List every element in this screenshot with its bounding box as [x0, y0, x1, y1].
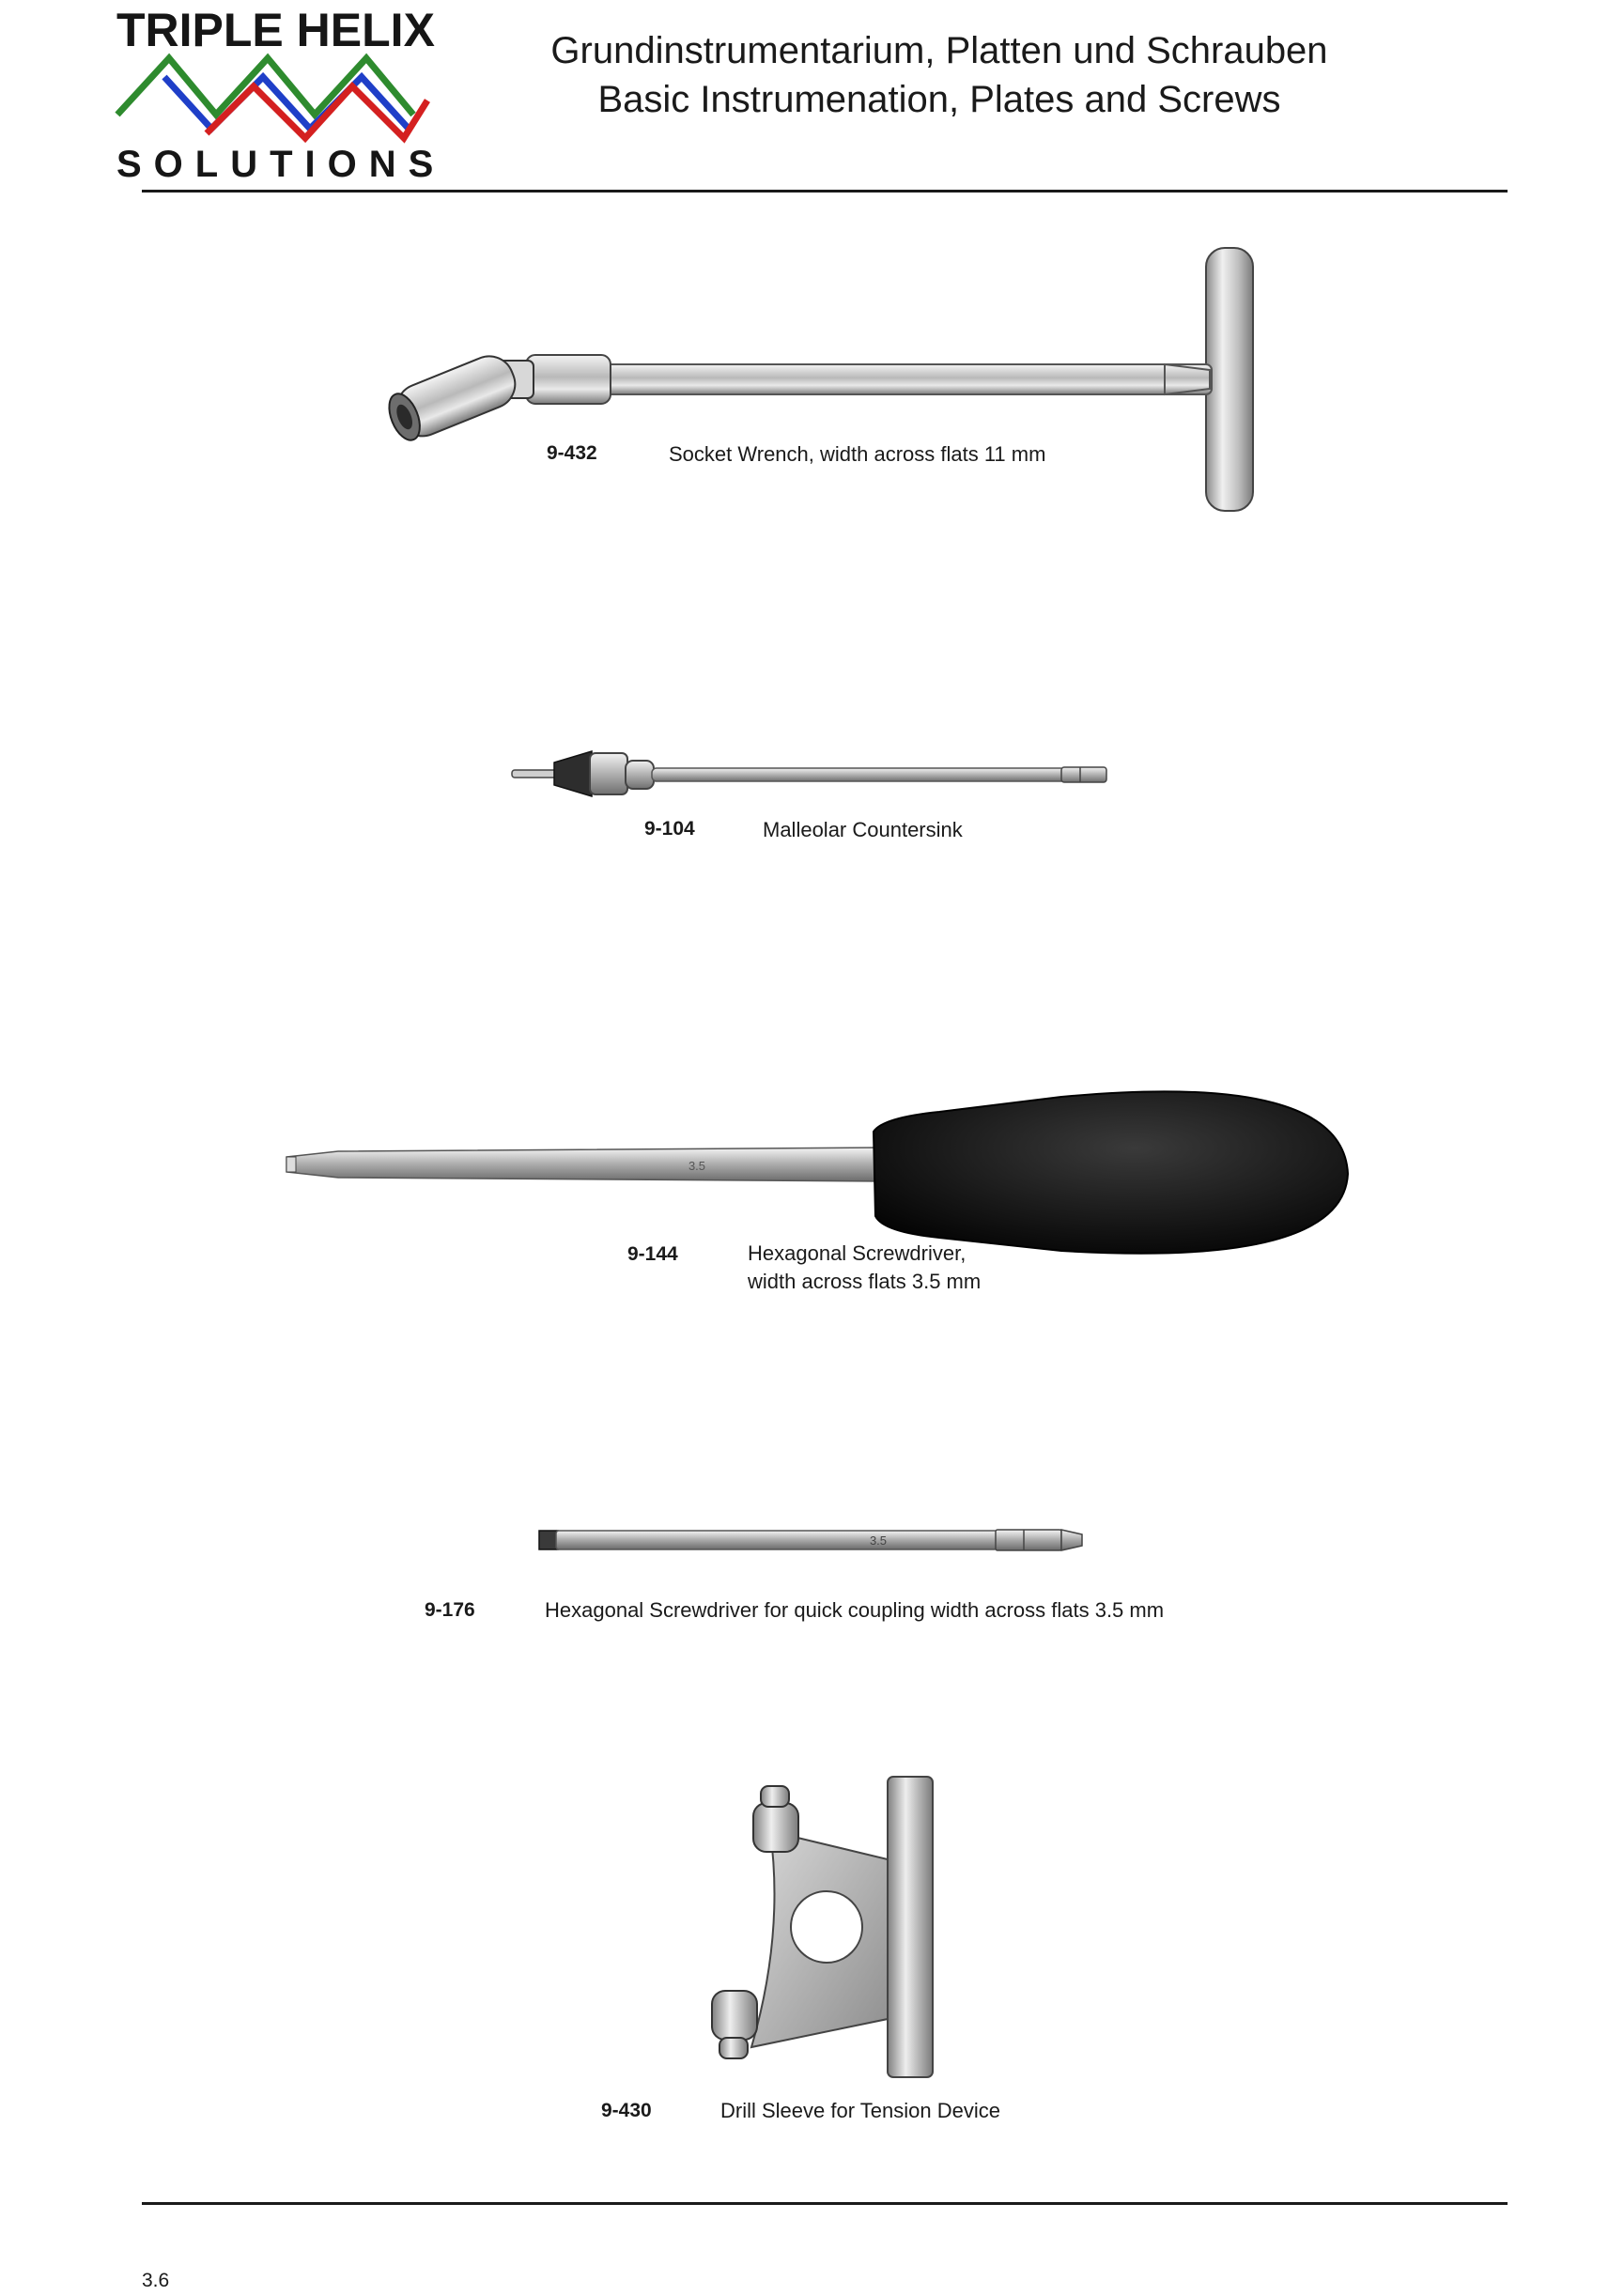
- socket-wrench-drawing: [376, 244, 1287, 526]
- shaft-marking-text: 3.5: [688, 1159, 706, 1173]
- item-code: 9-104: [644, 818, 695, 840]
- item-code: 9-430: [601, 2100, 652, 2121]
- header-divider: [142, 190, 1508, 193]
- item-description-line2: width across flats 3.5 mm: [748, 1270, 982, 1293]
- item-description: Socket Wrench, width across flats 11 mm: [669, 442, 1046, 466]
- item-description: Malleolar Countersink: [763, 818, 963, 841]
- footer-divider: [142, 2202, 1508, 2205]
- drill-sleeve-drawing: [695, 1765, 958, 2094]
- page-title-german: Grundinstrumentarium, Platten und Schrauben: [550, 30, 1328, 71]
- brand-title: TRIPLE HELIX: [116, 4, 435, 56]
- brand-subtitle: SOLUTIONS: [116, 144, 446, 185]
- item-code: 9-432: [547, 442, 597, 464]
- item-code: 9-176: [425, 1599, 475, 1621]
- item-description: Drill Sleeve for Tension Device: [720, 2099, 1000, 2122]
- item-code: 9-144: [627, 1243, 678, 1265]
- item-description: Hexagonal Screwdriver,: [748, 1241, 967, 1265]
- helix-logo-waves-icon: [113, 49, 432, 147]
- quick-coupling-screwdriver-drawing: [535, 1521, 1099, 1559]
- page-number: 3.6: [142, 2270, 170, 2291]
- page-title-english: Basic Instrumenation, Plates and Screws: [597, 79, 1281, 120]
- shaft-marking-text: 3.5: [869, 1533, 888, 1548]
- item-description: Hexagonal Screwdriver for quick coupling width across flats 3.5 mm: [545, 1598, 1165, 1622]
- malleolar-countersink-drawing: [507, 742, 1127, 808]
